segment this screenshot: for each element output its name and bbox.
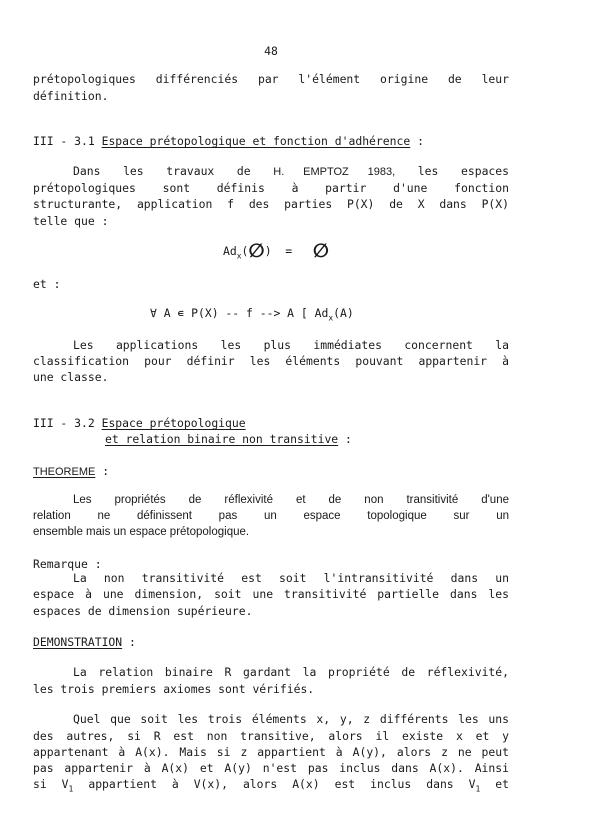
theoreme-heading: THEOREME : [33, 464, 110, 478]
section-3-1-heading [33, 133, 509, 150]
para2-line-3: une classe. [33, 370, 109, 384]
section-3-2-number: III - 3.2 [33, 416, 95, 430]
demo-para1-line-1: La relation binaire R gardant la propriété de réflexivité, [73, 665, 509, 679]
empty-set-symbol: ∅ [248, 240, 265, 262]
page-number: 48 [264, 44, 278, 58]
document-page [33, 0, 509, 836]
remarque-line-3: espaces de dimension supérieure. [33, 604, 253, 618]
para1-line-4: telle que : [33, 214, 109, 228]
demo-para2-line-5: si $V_1$ appartient à V(x), alors A(x) est inclus dans $V_1$ et [33, 777, 510, 794]
para2-line-1: Les applications les plus immédiates concernent la [73, 338, 509, 352]
section-3-2-heading-line-1 [33, 415, 509, 432]
remarque-line-1: La non transitivité est soit l'intransitivité dans un [73, 571, 509, 585]
formula-mapping: ∀ A ∊ P(X) -- f --> A [ $Ad_x(A)$ [150, 306, 354, 323]
section-3-2-colon: : [345, 432, 352, 446]
remarque-line-2: espace à une dimension, soit une transitivité partielle dans les [33, 587, 509, 601]
section-3-1-colon: : [417, 134, 424, 148]
section-3-1-number: III - 3.1 [33, 134, 95, 148]
demo-para2-line-2: des autres, si R est non transitive, alors il existe x et y [33, 729, 509, 743]
demo-para2-line-3: appartenant à A(x). Mais si z appartient à A(y), alors z ne peut [33, 745, 509, 759]
formula-adherence-empty: $Ad_x(\emptyset)$ = ∅ [223, 240, 329, 262]
para2-line-2: classification pour définir les éléments pouvant appartenir à [33, 354, 509, 368]
theoreme-line-2: relation ne définissent pas un espace topologique sur un [33, 510, 509, 522]
theoreme-label: THEOREME [33, 466, 96, 478]
para1-line-1: Dans les travaux de H. EMPTOZ 1983, les espaces [73, 164, 509, 178]
para1-line-3: structurante, application f des parties P(X) de X dans P(X) [33, 197, 509, 211]
demo-para2-line-4: pas appartenir à A(x) et A(y) n'est pas inclus dans A(x). Ainsi [33, 761, 509, 775]
remarque-label: Remarque : [33, 557, 102, 571]
demonstration-heading: DEMONSTRATION : [33, 635, 136, 649]
et-label: et : [33, 277, 61, 291]
section-3-1-title: Espace prétopologique et fonction d'adhérence [101, 134, 411, 148]
para1-line-2: prétopologiques sont définis à partir d'une fonction [33, 181, 509, 195]
empty-set-symbol: ∅ [312, 240, 329, 262]
demo-para2-line-1: Quel que soit les trois éléments x, y, z différents les uns [73, 712, 509, 726]
theoreme-line-1: Les propriétés de réflexivité et de non transitivité d'une [73, 494, 509, 506]
intro-line-2: définition. [33, 89, 109, 103]
intro-line-1: prétopologiques différenciés par l'élément origine de leur [33, 72, 509, 86]
demo-para1-line-2: les trois premiers axiomes sont vérifiés. [33, 682, 315, 696]
theoreme-line-3: ensemble mais un espace prétopologique. [33, 526, 250, 538]
citation-emptoz: H. EMPTOZ 1983, [273, 166, 396, 178]
section-3-2-title-line-1: Espace prétopologique [101, 416, 246, 430]
section-3-2-title-line-2: et relation binaire non transitive [105, 432, 339, 446]
section-3-2-heading-line-2 [33, 431, 509, 448]
demonstration-label: DEMONSTRATION [33, 635, 123, 649]
